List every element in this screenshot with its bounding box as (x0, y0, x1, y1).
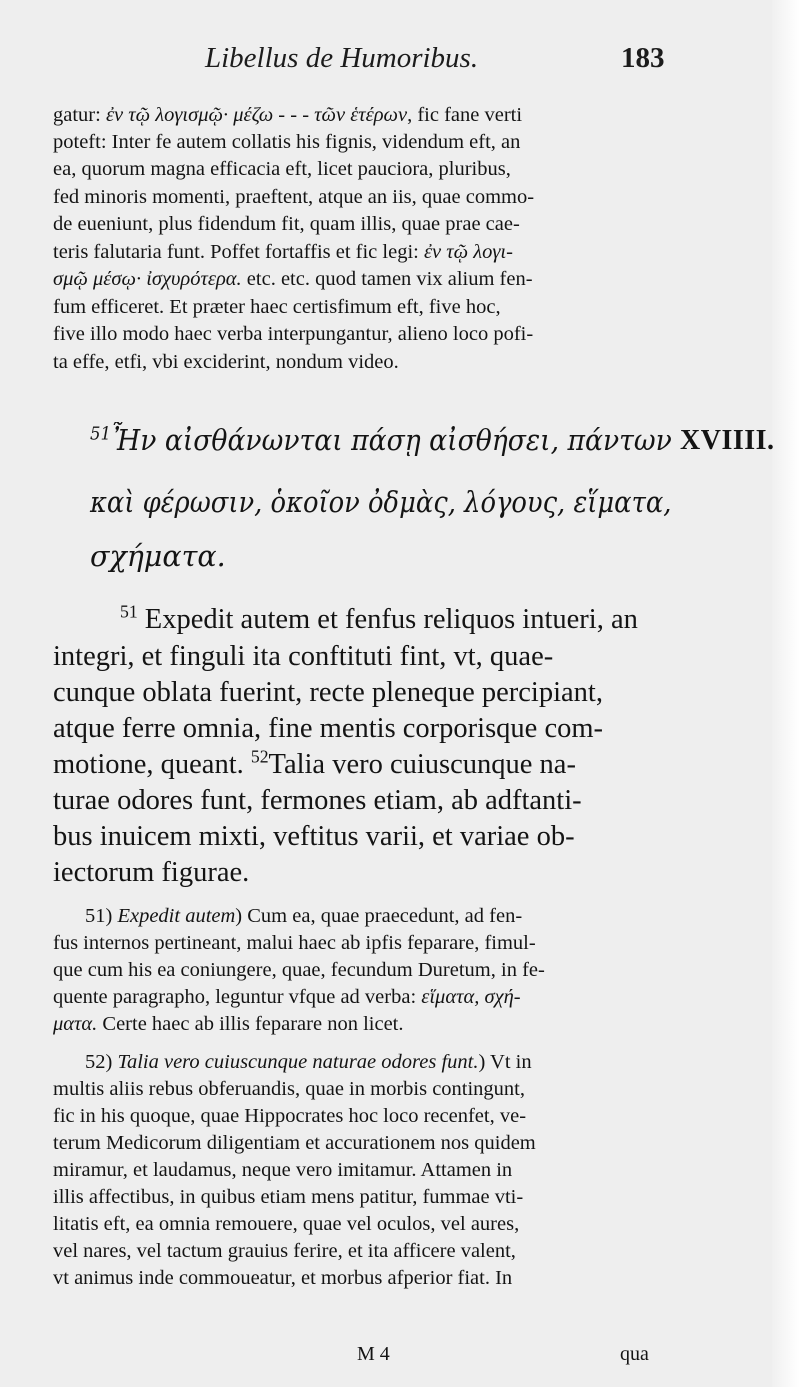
latin-line: integri, et finguli ita conftituti fint, vt, quae- (53, 641, 554, 672)
commentary-line: five illo modo haec verba interpungantur, alieno loco pofi- (53, 323, 534, 345)
signature-mark: M 4 (357, 1343, 390, 1365)
note-line: vel nares, vel tactum grauius ferire, et ita afficere valent, (53, 1240, 516, 1262)
latin-line: atque ferre omnia, fine mentis corporisque com- (53, 713, 604, 744)
note-line: miramur, et laudamus, neque vero imitamur. Attamen in (53, 1159, 513, 1181)
note-line: ματα. Certe haec ab illis feparare non licet. (53, 1013, 404, 1035)
note-line: fic in his quoque, quae Hippocrates hoc loco recenfet, ve- (53, 1105, 527, 1127)
commentary-line: poteft: Inter fe autem collatis his fignis, videndum eft, an (53, 131, 521, 153)
commentary-line: ta effe, etfi, vbi exciderint, nondum video. (53, 351, 399, 373)
note-line: fus internos pertineant, malui haec ab ipfis feparare, fimul- (53, 932, 536, 954)
note-line: litatis eft, ea omnia remouere, quae vel oculos, vel aures, (53, 1213, 520, 1235)
note-line: quente paragrapho, leguntur vfque ad verba: εἵματα, σχή- (53, 986, 521, 1008)
catchword: qua (620, 1343, 649, 1365)
note-line: vt animus inde commoueatur, et morbus afperior fiat. In (53, 1267, 513, 1289)
note-line: illis affectibus, in quibus etiam mens patitur, fummae vti- (53, 1186, 524, 1208)
greek-line: $^{51}$Ἦν αἰσθάνωνται πάσῃ αἰσθήσει, πάντων (90, 424, 672, 457)
note-line: 51) Expedit autem) Cum ea, quae praecedunt, ad fen- (85, 905, 523, 927)
note-marker: 51 (90, 424, 111, 445)
commentary-line: ea, quorum magna efficacia eft, licet pauciora, pluribus, (53, 158, 511, 180)
note-line: terum Medicorum diligentiam et accurationem nos quidem (53, 1132, 536, 1154)
commentary-line: fed minoris momenti, praeftent, atque an iis, quae commo- (53, 186, 535, 208)
latin-line: $^{51}$ Expedit autem et fenfus reliquos intueri, an (120, 601, 638, 635)
section-number: XVIIII. (680, 425, 775, 456)
commentary-line: teris falutaria funt. Poffet fortaffis et fic legi: ἐν τῷ λογι- (53, 241, 513, 263)
latin-line: cunque oblata fuerint, recte pleneque percipiant, (53, 677, 603, 708)
running-title: Libellus de Humoribus. (205, 42, 479, 74)
page-number: 183 (621, 42, 665, 74)
note-line: que cum his ea coniungere, quae, fecundum Duretum, in fe- (53, 959, 545, 981)
greek-line: καὶ φέρωσιν, ὁκοῖον ὀδμὰς, λόγους, εἵματα, (90, 486, 672, 519)
greek-line: σχήματα. (90, 540, 226, 573)
commentary-line: gatur: ἐν τῷ λογισμῷ· μέζω - - - τῶν ἑτέρων, fic fane verti (53, 104, 523, 126)
note-line: 52) Talia vero cuiuscunque naturae odores funt.) Vt in (85, 1051, 532, 1073)
commentary-line: fum efficeret. Et præter haec certisfimum eft, five hoc, (53, 296, 501, 318)
page-edge (772, 0, 800, 1387)
note-line: multis aliis rebus obferuandis, quae in morbis contingunt, (53, 1078, 526, 1100)
latin-line: motione, queant. $^{52}$Talia vero cuiuscunque na- (53, 746, 576, 780)
commentary-line: de eueniunt, plus fidendum fit, quam illis, quae prae cae- (53, 213, 520, 235)
latin-line: turae odores funt, fermones etiam, ab adftanti- (53, 785, 582, 816)
latin-line: iectorum figurae. (53, 857, 250, 888)
latin-line: bus inuicem mixti, veftitus varii, et variae ob- (53, 821, 575, 852)
commentary-line: σμῷ μέσῳ· ἰσχυρότερα. etc. etc. quod tamen vix alium fen- (53, 268, 533, 290)
